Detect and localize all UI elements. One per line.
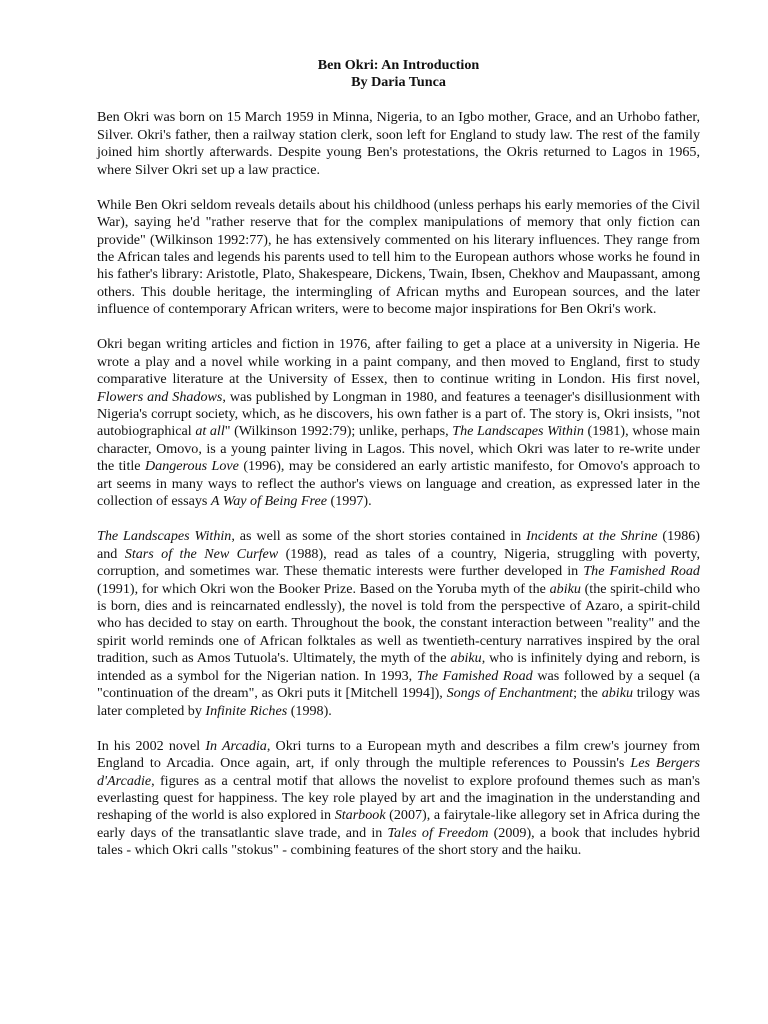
- paragraph-text: , figures as a central motif that allows the novelist to explore profound themes such as man's everlasting quest for happiness. The key role played by art and the imagination in the understanding and reshaping of the world is also explored in: [97, 772, 700, 824]
- italic-title-text: abiku: [549, 580, 581, 597]
- italic-title-text: In Arcadia: [205, 737, 267, 754]
- body-paragraph: [97, 336, 700, 511]
- paragraph-text: (1986) and: [97, 528, 700, 562]
- document-body: [97, 109, 700, 859]
- paragraph-text: (1988), read as tales of a country, Nigeria, struggling with poverty, corruption, and sometimes war. These thematic interests were further developed in: [97, 545, 700, 580]
- paragraph-text: (1991), for which Okri won the Booker Prize. Based on the Yoruba myth of the: [97, 580, 550, 597]
- italic-title-text: Songs of Enchantment: [446, 685, 574, 702]
- paragraph-text: , as well as some of the short stories contained in: [231, 528, 527, 545]
- paragraph-text: trilogy was later completed by: [97, 685, 701, 719]
- italic-title-text: A Way of Being Free: [210, 493, 328, 510]
- italic-title-text: at all: [195, 423, 225, 440]
- document-page: [97, 57, 700, 860]
- italic-title-text: Stars of the New Curfew: [124, 545, 279, 562]
- paragraph-text: Ben Okri was born on 15 March 1959 in Minna, Nigeria, to an Igbo mother, Grace, and an Urhobo father, Silver. Okri's father, then a railway station clerk, soon left for England to study law. The rest of the family joined him shortly afterwards. Despite young Ben's protestations, the Okris returned to Lagos in 1965, where Silver Okri set up a law practice.: [97, 109, 700, 178]
- italic-title-text: Dangerous Love: [144, 458, 239, 475]
- paragraph-text: (1997).: [327, 493, 372, 510]
- paragraph-text: , who is infinitely dying and reborn, is intended as a symbol for the Nigerian nation. In 1993,: [97, 650, 701, 684]
- paragraph-text: (2009), a book that includes hybrid tales - which Okri calls "stokus" - combining features of the short story and the haiku.: [97, 824, 700, 859]
- body-paragraph: [97, 197, 700, 319]
- paragraph-text: In his 2002 novel: [97, 737, 206, 754]
- italic-title-text: The Landscapes Within: [97, 528, 232, 545]
- italic-title-text: abiku: [601, 685, 634, 702]
- italic-title-text: Starbook: [334, 807, 386, 824]
- paragraph-text: , was published by Longman in 1980, and features a teenager's disillusionment with Nigeria's corrupt society, which, as he discovers, his own father is a part of. The story is, Okri insists, "not autobiographical: [97, 388, 700, 440]
- paragraph-text: " (Wilkinson 1992:79); unlike, perhaps,: [224, 423, 453, 440]
- italic-title-text: The Famished Road: [583, 563, 700, 580]
- italic-title-text: Les Bergers d'Arcadie: [97, 755, 700, 789]
- body-paragraph: [97, 109, 700, 179]
- italic-title-text: Flowers and Shadows: [97, 388, 223, 405]
- document-byline: By Daria Tunca: [351, 74, 446, 91]
- italic-title-text: abiku: [450, 650, 482, 667]
- paragraph-text: (the spirit-child who is born, dies and is reincarnated endlessly), the novel is told from the perspective of Azaro, a spirit-child who has decided to stay on earth. Throughout the book, the constant interaction between "reality" and the spirit world reminds one of African folktales as well as twentieth-century narratives inspired by the oral tradition, such as Amos Tutuola's. Ultimately, the myth of the: [97, 580, 700, 667]
- body-paragraph: [97, 528, 700, 720]
- paragraph-text: (1996), may be considered an early artistic manifesto, for Omovo's approach to art seems in many ways to reflect the author's views on language and creation, as expressed later in the collection of essays: [97, 458, 700, 510]
- paragraph-text: (1998).: [287, 702, 332, 719]
- italic-title-text: Tales of Freedom: [387, 824, 489, 841]
- paragraph-text: Okri began writing articles and fiction in 1976, after failing to get a place at a university in Nigeria. He wrote a play and a novel while working in a paint company, and then moved to England, first to study comparative literature at the University of Essex, then to continue writing in London. His first novel,: [97, 336, 700, 388]
- body-paragraph: [97, 738, 700, 860]
- italic-title-text: The Famished Road: [416, 667, 533, 684]
- paragraph-text: was followed by a sequel (a "continuation of the dream", as Okri puts it [Mitchell 1994]),: [97, 667, 700, 702]
- italic-title-text: The Landscapes Within: [452, 423, 584, 440]
- italic-title-text: Infinite Riches: [205, 702, 288, 719]
- paragraph-text: ; the: [573, 685, 602, 702]
- paragraph-text: (2007), a fairytale-like allegory set in Africa during the early days of the transatlantic slave trade, and in: [97, 807, 700, 841]
- paragraph-text: , Okri turns to a European myth and describes a film crew's journey from England to Arcadia. Once again, art, if only through the multiple references to Poussin's: [97, 737, 700, 772]
- paragraph-text: While Ben Okri seldom reveals details about his childhood (unless perhaps his early memories of the Civil War), saying he'd "rather reserve that for the complex manipulations of memory that only fiction can provide" (Wilkinson 1992:77), he has extensively commented on his literary influences. They range from the African tales and legends his parents used to tell him to the European authors whose works he found in his father's library: Aristotle, Plato, Shakespeare, Dickens, Twain, Ibsen, Chekhov and Maupassant, among others. This double heritage, the intermingling of African myths and European sources, and the later influence of contemporary African writers, were to become major inspirations for Ben Okri's work.: [97, 196, 700, 318]
- italic-title-text: Incidents at the Shrine: [526, 528, 658, 545]
- document-title: Ben Okri: An Introduction: [317, 57, 480, 73]
- paragraph-text: (1981), whose main character, Omovo, is a young painter living in Lagos. This novel, which Okri was later to re-write under the title: [97, 423, 700, 475]
